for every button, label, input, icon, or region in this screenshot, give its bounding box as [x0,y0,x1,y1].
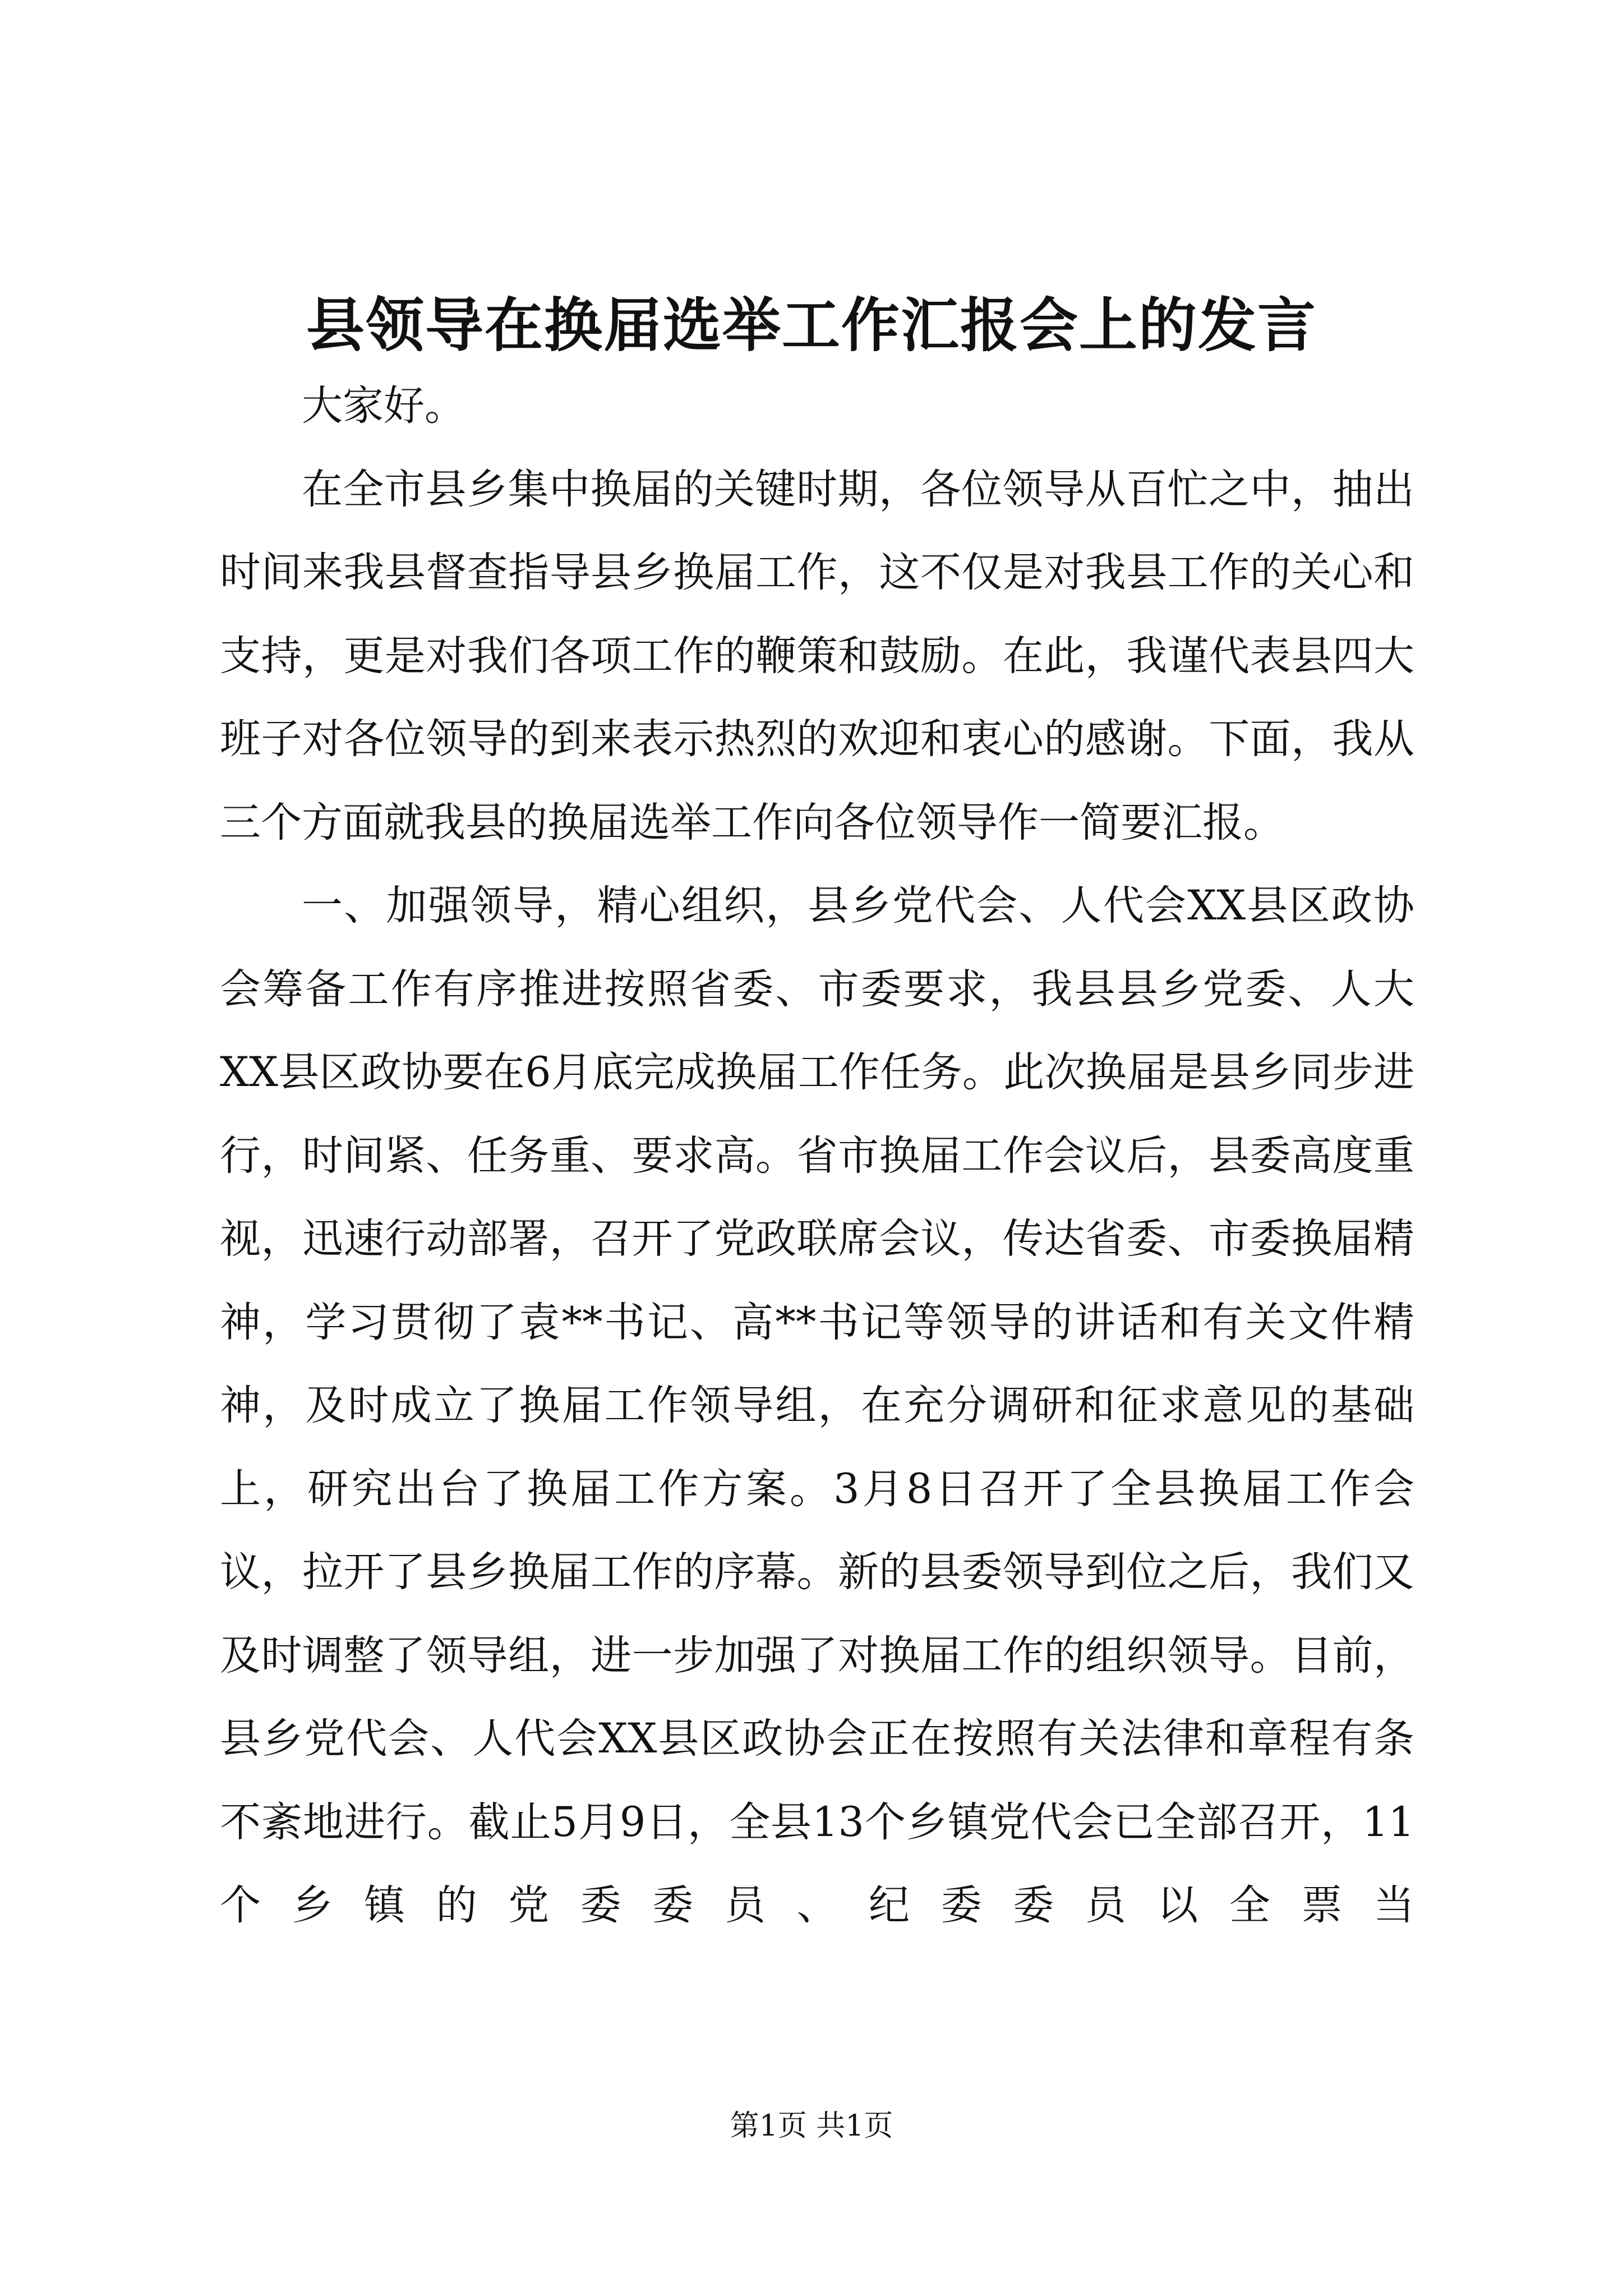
page-footer: 第1页 共1页 [730,2109,893,2143]
greeting-paragraph: 大家好。 [302,382,465,430]
section-one-paragraph: 一、加强领导，精心组织，县乡党代会、人代会XX县区政协会筹备工作有序推进按照省委、市委要求，我县县乡党委、人大XX县区政协要在6月底完成换届工作任务。此次换届是县乡同步进行，时间紧、任务重、要求高。省市换届工作会议后，县委高度重视，迅速行动部署，召开了党政联席会议，传达省委、市委换届精神，学习贯彻了袁**书记、高**书记等领导的讲话和有关文件精神，及时成立了换届工作领导组，在充分调研和征求意见的基础上，研究出台了换届工作方案。3月8日召开了全县换届工作会议，拉开了县乡换届工作的序幕。新的县委领导到位之后，我们又及时调整了领导组，进一步加强了对换届工作的组织领导。目前，县乡党代会、人代会XX县区政协会正在按照有关法律和章程有条不紊地进行。截止5月9日，全县13个乡镇党代会已全部召开，11个乡镇的党委委员、纪委委员以全票当 [220,882,1414,1929]
document-body [220,365,1414,1948]
document-title: 县领导在换届选举工作汇报会上的发言 [306,291,1317,360]
opening-paragraph: 在全市县乡集中换届的关键时期，各位领导从百忙之中，抽出时间来我县督查指导县乡换届工作，这不仅是对我县工作的关心和支持，更是对我们各项工作的鞭策和鼓励。在此，我谨代表县四大班子对各位领导的到来表示热烈的欢迎和衷心的感谢。下面，我从三个方面就我县的换届选举工作向各位领导作一简要汇报。 [220,465,1414,846]
